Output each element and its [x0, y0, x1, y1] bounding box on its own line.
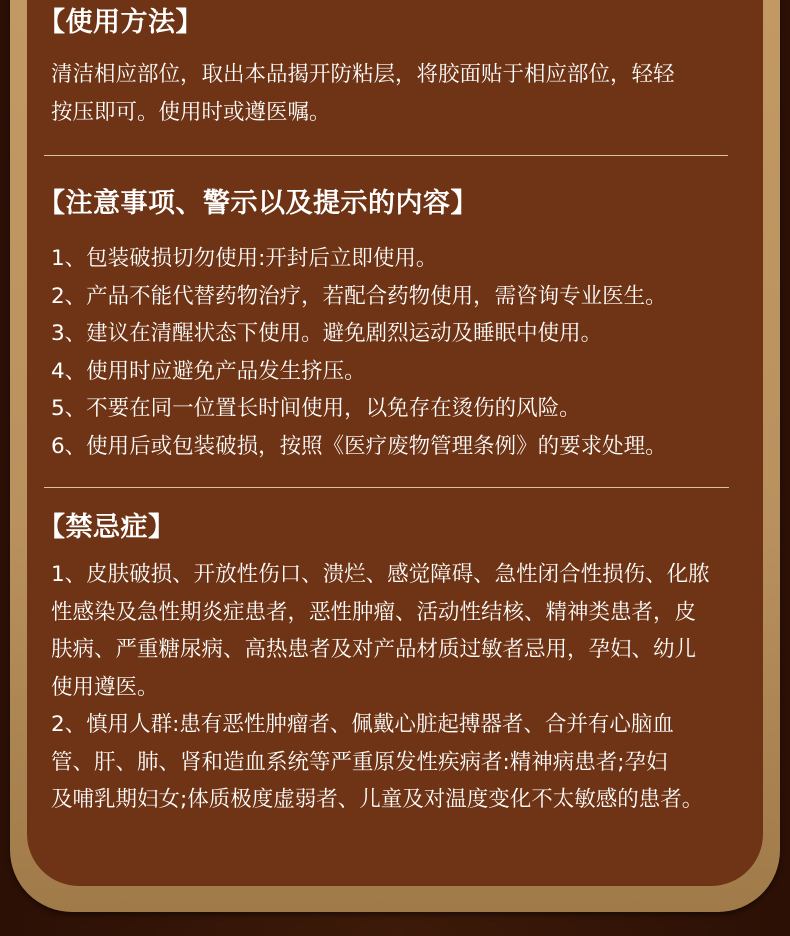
usage-heading: 【使用方法】: [38, 7, 203, 38]
usage-text: [51, 56, 675, 131]
contraindications-heading: 【禁忌症】: [38, 512, 176, 543]
section-divider: [44, 155, 728, 156]
contraindication-line: 性感染及急性期炎症患者，恶性肿瘤、活动性结核、精神类患者，皮: [51, 599, 697, 625]
contraindications-text: [51, 556, 710, 819]
caution-item: 6、使用后或包装破损，按照《医疗废物管理条例》的要求处理。: [51, 433, 667, 459]
cautions-list: [51, 240, 667, 465]
usage-line: 按压即可。使用时或遵医嘱。: [51, 99, 331, 125]
caution-item: 2、产品不能代替药物治疗，若配合药物使用，需咨询专业医生。: [51, 283, 667, 309]
section-divider: [44, 487, 729, 488]
contraindication-line: 肤病、严重糖尿病、高热患者及对产品材质过敏者忌用，孕妇、幼儿: [51, 637, 697, 662]
usage-line: 清洁相应部位，取出本品揭开防粘层，将胶面贴于相应部位，轻轻: [51, 62, 675, 87]
contraindication-line: 1、皮肤破损、开放性伤口、溃烂、感觉障碍、急性闭合性损伤、化脓: [51, 562, 710, 587]
caution-item: 1、包装破损切勿使用:开封后立即使用。: [51, 246, 438, 271]
cautions-heading: 【注意事项、警示以及提示的内容】: [38, 188, 478, 219]
caution-item: 3、建议在清醒状态下使用。避免剧烈运动及睡眠中使用。: [51, 321, 603, 346]
caution-item: 4、使用时应避免产品发生挤压。: [51, 358, 366, 384]
contraindication-line: 及哺乳期妇女;体质极度虚弱者、儿童及对温度变化不太敏感的患者。: [51, 787, 704, 812]
contraindication-line: 使用遵医。: [51, 674, 159, 700]
caution-item: 5、不要在同一位置长时间使用，以免存在烫伤的风险。: [51, 396, 581, 421]
contraindication-line: 2、慎用人群:患有恶性肿瘤者、佩戴心脏起搏器者、合并有心脑血: [51, 712, 674, 737]
contraindication-line: 管、肝、肺、肾和造血系统等严重原发性疾病者:精神病患者;孕妇: [51, 749, 668, 775]
